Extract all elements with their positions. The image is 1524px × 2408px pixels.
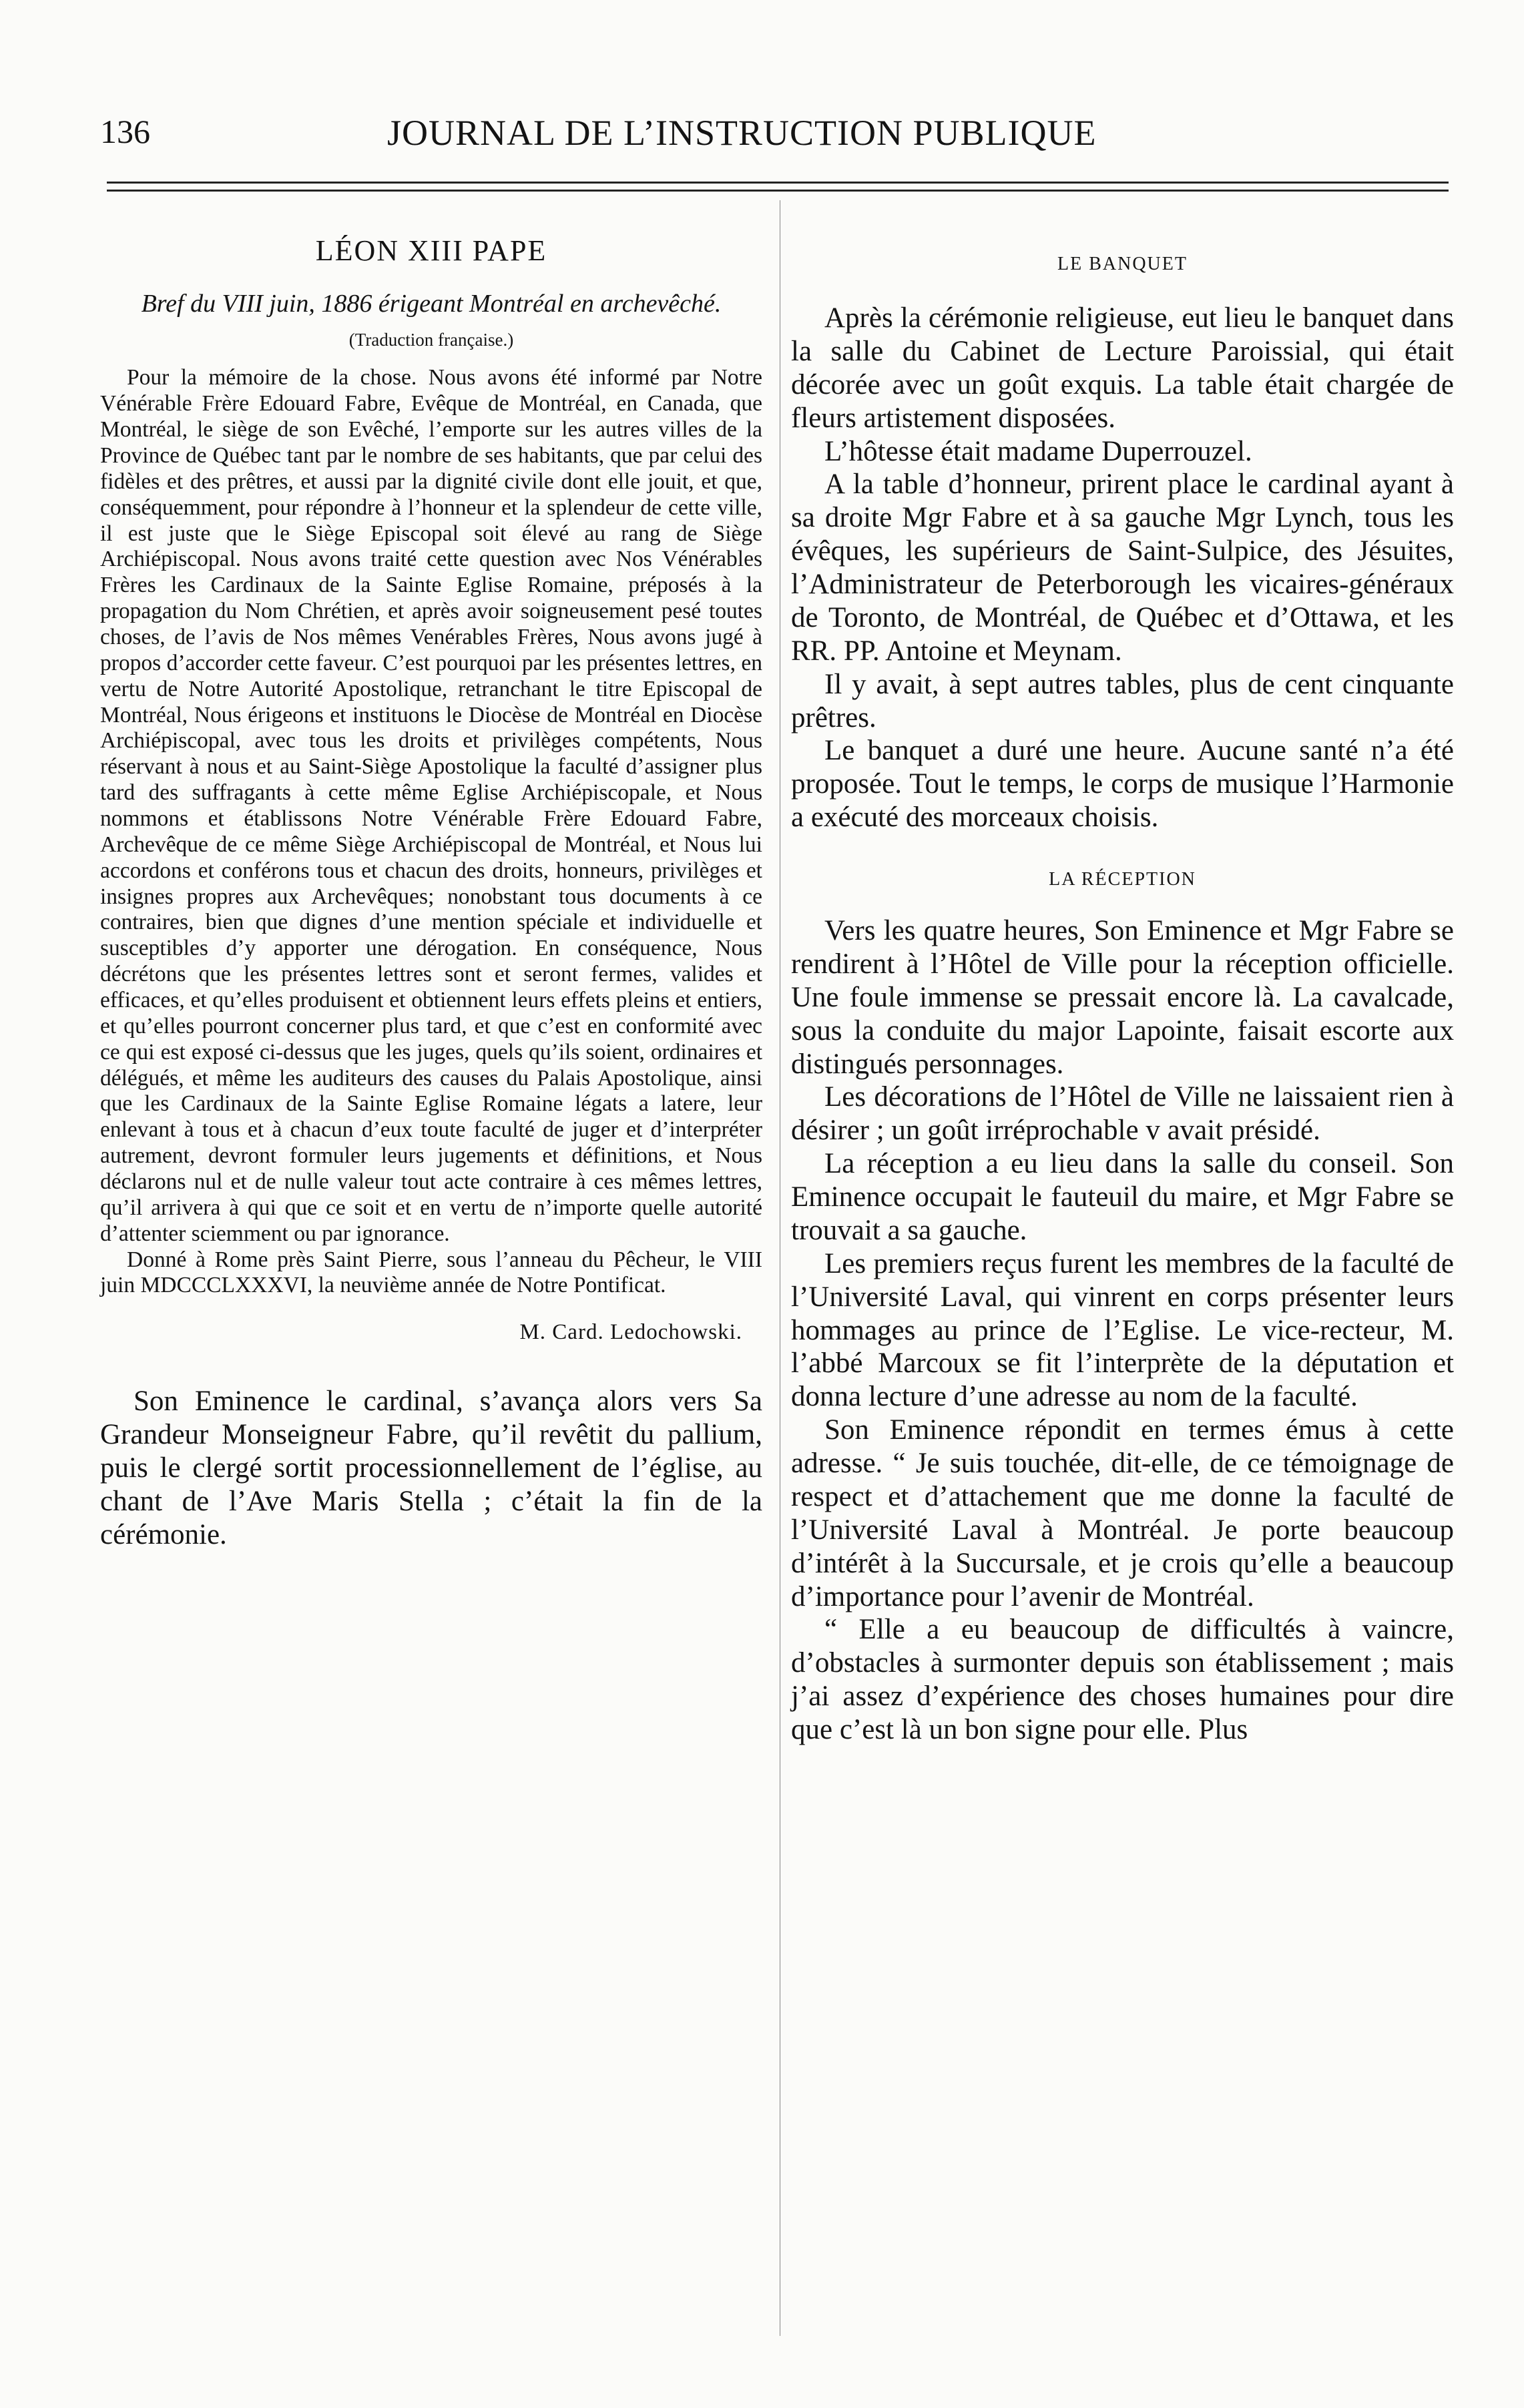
brief-paragraph: Donné à Rome près Saint Pierre, sous l’anneau du Pêcheur, le VIII juin MDCCCLXXXVI, la neuvième année de Notre Pontificat. <box>100 1247 762 1298</box>
brief-text <box>100 365 762 1299</box>
reception-paragraph: Vers les quatre heures, Son Eminence et Mgr Fabre se rendirent à l’Hôtel de Ville pour la réception officielle. Une foule immense se pressait encore là. La cavalcade, sous la conduite du major Lapointe, faisait escorte aux distingués personnages. <box>791 915 1454 1080</box>
left-column <box>100 220 762 1552</box>
reception-paragraph: La réception a eu lieu dans la salle du conseil. Son Eminence occupait le fauteuil du maire, et Mgr Fabre se trouvait a sa gauche. <box>791 1148 1454 1246</box>
reception-paragraph: Les premiers reçus furent les membres de la faculté de l’Université Laval, qui vinrent en corps présenter leurs hommages au prince de l’Eglise. Le vice-recteur, M. l’abbé Marcoux se fit l’interprète de la députation et donna lecture d’une adresse au nom de la faculté. <box>791 1247 1454 1413</box>
brief-paragraph: Pour la mémoire de la chose. Nous avons été informé par Notre Vénérable Frère Edouard Fabre, Evêque de Montréal, en Canada, que Montréal, le siège de son Evêché, l’emporte sur les autres villes de la Province de Québec tant par le nombre de ses habitants, que par celui des fidèles et des prêtres, et aussi par la dignité civile dont elle jouit, et que, conséquemment, pour répondre à l’honneur et la splendeur de cette ville, il est juste que le Siège Episcopal soit élevé au rang de Siège Archiépiscopal. Nous avons traité cette question avec Nos Vénérables Frères les Cardinaux de la Sainte Eglise Romaine, préposés à la propagation du Nom Chrétien, et après avoir soigneusement pesé toutes choses, de l’avis de Nos mêmes Venérables Frères, Nous avons jugé à propos d’accorder cette faveur. C’est pourquoi par les présentes lettres, en vertu de Notre Autorité Apostolique, retranchant le titre Episcopal de Montréal, Nous érigeons et instituons le Diocèse de Montréal en Diocèse Archiépiscopal, avec tous les droits et privilèges compétents, Nous réservant à nous et au Saint-Siège Apostolique la faculté d’assigner plus tard des suffragants à cette même Eglise Archiépiscopale, et Nous nommons et établissons Notre Vénérable Frère Edouard Fabre, Archevêque de ce même Siège Archiépiscopal de Montréal, et Nous lui accordons et conférons tous et chacun des droits, honneurs, privilèges et insignes propres aux Archevêques; nonobstant tous documents à ce contraires, bien que dignes d’une mention spéciale et individuelle et susceptibles d’y apporter une dérogation. En conséquence, Nous décrétons que les présentes lettres sont et seront fermes, valides et efficaces, et qu’elles produisent et obtiennent leurs effets pleins et entiers, et qu’elles pourront concerner plus tard, et que c’est en conformité avec ce qui est exposé ci-dessus que les juges, quels qu’ils soient, ordinaires et délégués, et même les auditeurs des causes du Palais Apostolique, ainsi que les Cardinaux de la Sainte Eglise Romaine légats a latere, leur enlevant à tous et à chacun d’eux toute faculté de juger et d’interpréter autrement, devront formuler leurs jugements et définitions, et Nous déclarons nul et de nulle valeur tout acte contraire à ces mêmes lettres, qu’il arrivera à qui que ce soit et en vertu de n’importe quelle autorité d’attenter sciemment ou par ignorance. <box>100 365 762 1246</box>
closing-text <box>100 1385 762 1551</box>
header-rule-top <box>107 182 1449 184</box>
page-number: 136 <box>100 113 150 150</box>
reception-paragraph: Son Eminence répondit en termes émus à cette adresse. “ Je suis touchée, dit-elle, de ce témoignage de respect et d’attachement que me donne la faculté de l’Université Laval à Montréal. Je porte beaucoup d’intérêt à la Succursale, et je crois qu’elle a beaucoup d’importance pour l’avenir de Montréal. <box>791 1414 1454 1612</box>
banquet-paragraph: L’hôtesse était madame Duperrouzel. <box>824 435 1252 467</box>
reception-paragraph: Les décorations de l’Hôtel de Ville ne laissaient rien à désirer ; un goût irréprochable v avait présidé. <box>791 1081 1454 1147</box>
banquet-paragraph: Le banquet a duré une heure. Aucune santé n’a été proposée. Tout le temps, le corps de musique l’Harmonie a exécuté des morceaux choisis. <box>791 735 1454 834</box>
journal-title: JOURNAL DE L’INSTRUCTION PUBLIQUE <box>387 113 1097 153</box>
header-rule-bottom <box>107 190 1449 192</box>
banquet-heading: LE BANQUET <box>1057 254 1188 274</box>
closing-paragraph: Son Eminence le cardinal, s’avança alors vers Sa Grandeur Monseigneur Fabre, qu’il revêtit du pallium, puis le clergé sortit processionnellement de l’église, au chant de l’Ave Maris Stella ; c’était la fin de la cérémonie. <box>100 1386 762 1550</box>
signature: M. Card. Ledochowski. <box>519 1320 742 1345</box>
banquet-paragraph: Il y avait, à sept autres tables, plus de cent cinquante prêtres. <box>791 668 1454 733</box>
banquet-paragraph: A la table d’honneur, prirent place le cardinal ayant à sa droite Mgr Fabre et à sa gauche Mgr Lynch, tous les évêques, les supérieurs de Saint-Sulpice, des Jésuites, l’Administrateur de Peterborough les vicaires-généraux de Toronto, de Montréal, de Québec et d’Ottawa, et les RR. PP. Antoine et Meynam. <box>791 469 1454 667</box>
reception-paragraph: “ Elle a eu beaucoup de difficultés à vaincre, d’obstacles à surmonter depuis son établissement ; mais j’ai assez d’expérience des choses humaines pour dire que c’est là un bon signe pour elle. Plus <box>791 1614 1454 1745</box>
reception-heading: LA RÉCEPTION <box>1049 869 1196 890</box>
banquet-text <box>791 302 1454 834</box>
reception-text <box>791 914 1454 1747</box>
banquet-paragraph: Après la cérémonie religieuse, eut lieu le banquet dans la salle du Cabinet de Lecture Paroissial, qui était décorée avec un goût exquis. La table était chargée de fleurs artistement disposées. <box>791 302 1454 434</box>
pope-heading: LÉON XIII PAPE <box>315 234 547 267</box>
running-head <box>100 112 1435 159</box>
brief-title: Bref du VIII juin, 1886 érigeant Montréal en archevêché. <box>141 290 722 318</box>
right-column <box>791 220 1454 1747</box>
translation-note: (Traduction française.) <box>348 330 514 350</box>
